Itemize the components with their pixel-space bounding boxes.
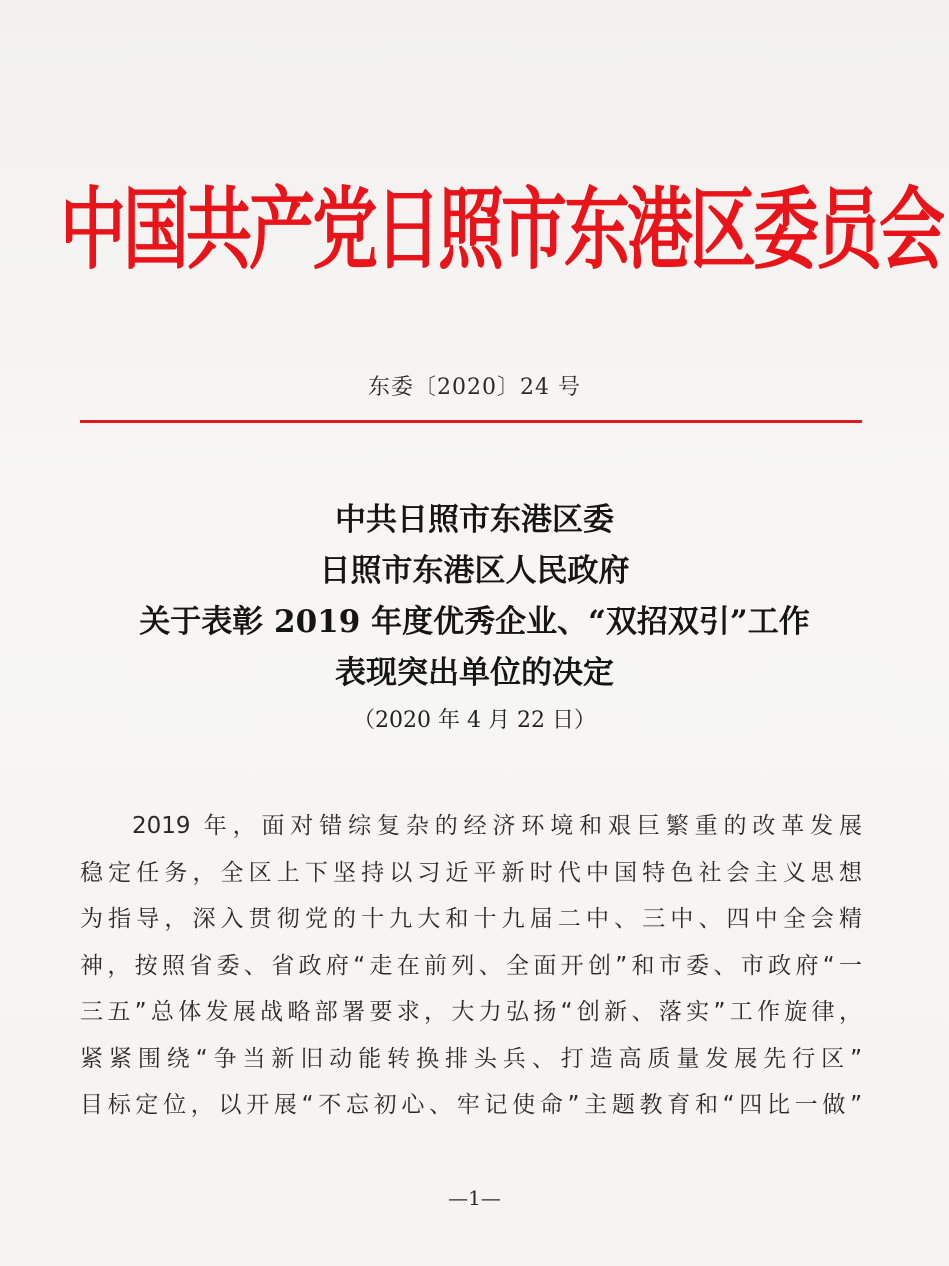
- title-line: 中共日照市东港区委: [335, 502, 614, 538]
- document-title-block: [40, 495, 909, 739]
- body-line: 神，按照省委、省政府“走在前列、全面开创”和市委、市政府“一: [80, 952, 862, 979]
- title-line: 表现突出单位的决定: [335, 655, 614, 691]
- page-number: —1—: [448, 1186, 501, 1210]
- body-line: 2019 年，面对错综复杂的经济环境和艰巨繁重的改革发展: [132, 813, 862, 839]
- title-line: 日照市东港区人民政府: [319, 553, 630, 589]
- body-line: 为指导，深入贯彻党的十九大和十九届二中、三中、四中全会精: [80, 906, 862, 932]
- body-paragraph: [80, 803, 862, 1129]
- body-line: 紧紧围绕“争当新旧动能转换排头兵、打造高质量发展先行区”: [80, 1045, 862, 1072]
- document-date: （2020 年 4 月 22 日）: [353, 708, 596, 733]
- body-line: 目标定位，以开展“不忘初心、牢记使命”主题教育和“四比一做”: [80, 1092, 862, 1118]
- body-line: 稳定任务，全区上下坚持以习近平新时代中国特色社会主义思想: [80, 859, 862, 886]
- document-number: 东委〔2020〕24 号: [368, 375, 581, 400]
- masthead-title: 中国共产党日照市东港区委员会: [60, 178, 942, 283]
- title-line: 关于表彰 2019 年度优秀企业、“双招双引”工作: [139, 604, 810, 640]
- body-line: 三五”总体发展战略部署要求，大力弘扬“创新、落实”工作旋律，: [80, 999, 862, 1025]
- red-divider-line: [80, 420, 862, 423]
